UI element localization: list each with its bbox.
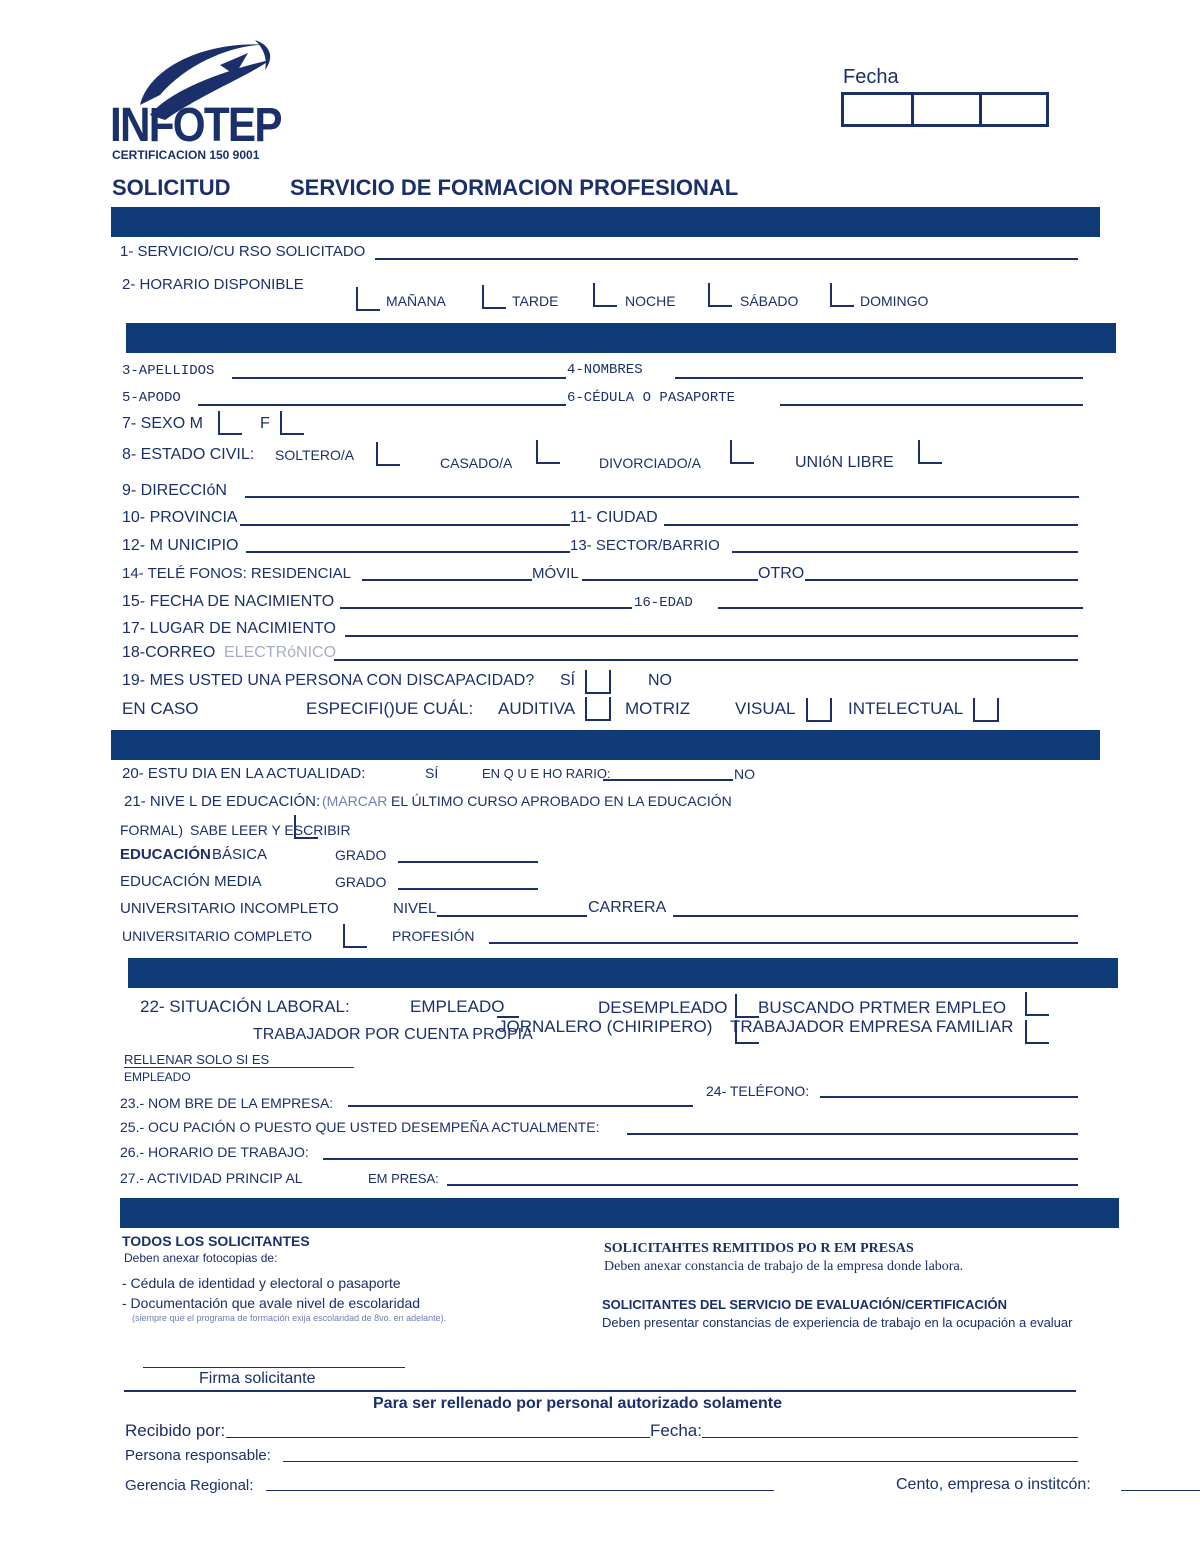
movil-line[interactable] — [582, 579, 758, 581]
actividad-line[interactable] — [447, 1184, 1078, 1186]
grado-basica-line[interactable] — [398, 861, 538, 863]
label-sabado: SÁBADO — [740, 293, 799, 309]
basica-label: EDUCACIÓN — [120, 846, 211, 863]
formal-label: FORMAL) — [120, 822, 183, 838]
sexo-label: 7- SEXO M — [122, 415, 203, 432]
direccion-label: 9- DIRECCIóN — [122, 482, 227, 499]
ciudad-line[interactable] — [664, 524, 1078, 526]
visual-label: VISUAL — [735, 699, 796, 718]
page-title: SERVICIO DE FORMACION PROFESIONAL — [290, 175, 739, 200]
autorizado-label: Para ser rellenado por personal autorizado solamente — [373, 1395, 783, 1412]
section-bar-4 — [128, 958, 1118, 988]
evaluacion-text: Deben presentar constancias de experiencia de trabajo en la ocupación a evaluar — [602, 1315, 1073, 1330]
horario-label: 2- HORARIO DISPONIBLE — [122, 276, 304, 293]
sector-line[interactable] — [732, 551, 1078, 553]
recibido-label: Recibido por: — [125, 1421, 226, 1440]
requirement-note: (siempre que el programa de formación exija escolaridad de 8vo. en adelante). — [132, 1313, 447, 1323]
servicio-label: 1- SERVICIO/CU RSO SOLICITADO — [120, 243, 366, 260]
jornalero-label: JORNALERO (CHIRIPERO) — [498, 1017, 713, 1036]
label-tarde: TARDE — [512, 293, 559, 309]
ocupacion-label: 25.- OCU PACIÓN O PUESTO QUE USTED DESEMPEÑA ACTUALMENTE: — [120, 1119, 600, 1135]
carrera-line[interactable] — [673, 915, 1078, 917]
casado-label: CASADO/A — [440, 455, 513, 471]
checkbox-divorciado[interactable] — [730, 440, 754, 464]
checkbox-sabado[interactable] — [708, 283, 732, 307]
sexo-f-label: F — [260, 415, 270, 432]
apodo-label: 5-APODO — [122, 390, 181, 406]
checkbox-univ-completo[interactable] — [343, 924, 367, 948]
nivel-line[interactable] — [437, 915, 587, 917]
otro-label: OTRO — [758, 565, 805, 582]
grado-basica-label: GRADO — [335, 847, 387, 863]
firma-line[interactable] — [143, 1367, 405, 1368]
horario-trabajo-line[interactable] — [323, 1158, 1078, 1160]
estudia-si-label: SÍ — [425, 765, 439, 781]
edad-line[interactable] — [718, 607, 1083, 609]
checkbox-union[interactable] — [918, 440, 942, 464]
checkbox-buscando[interactable] — [1025, 992, 1049, 1016]
checkbox-tarde[interactable] — [482, 285, 506, 309]
apellidos-label: 3-APELLIDOS — [122, 363, 215, 379]
fecha-box[interactable] — [841, 92, 1049, 127]
logo-text: INFOTEP — [110, 99, 281, 152]
actividad-label: 27.- ACTIVIDAD PRINCIP AL — [120, 1170, 303, 1186]
horario-trabajo-label: 26.- HORARIO DE TRABAJO: — [120, 1144, 309, 1160]
checkbox-manana[interactable] — [356, 287, 380, 311]
motriz-label: MOTRIZ — [625, 699, 691, 718]
gerencia-line[interactable] — [266, 1490, 774, 1491]
fecha-recibido-line[interactable] — [702, 1437, 1078, 1438]
responsable-label: Persona responsable: — [125, 1447, 271, 1464]
basica2-label: BÁSICA — [212, 846, 268, 863]
en-caso-label: EN CASO — [122, 699, 199, 718]
univ-incompleto-label: UNIVERSITARIO INCOMPLETO — [120, 900, 339, 917]
todos-title: TODOS LOS SOLICITANTES — [122, 1233, 310, 1249]
nivel-rest-label: EL ÚLTIMO CURSO APROBADO EN LA EDUCACIÓN — [391, 793, 732, 809]
gerencia-label: Gerencia Regional: — [125, 1477, 254, 1494]
lugar-nacimiento-line[interactable] — [345, 635, 1078, 637]
horario-estudio-line[interactable] — [603, 779, 733, 781]
nombres-line[interactable] — [675, 377, 1083, 379]
fecha-nacimiento-label: 15- FECHA DE NACIMIENTO — [122, 593, 335, 610]
servicio-line[interactable] — [375, 258, 1078, 260]
cuenta-propia-label: TRABAJADOR POR CUENTA PROPIA — [253, 1026, 533, 1043]
fecha-label: Fecha — [843, 66, 899, 88]
univ-completo-label: UNIVERSITARIO COMPLETO — [122, 928, 313, 944]
remitidos-text: Deben anexar constancia de trabajo de la empresa donde labora. — [604, 1259, 964, 1274]
actividad-empresa-label: EM PRESA: — [368, 1171, 439, 1186]
fecha-recibido-label: Fecha: — [650, 1421, 702, 1440]
checkbox-domingo[interactable] — [830, 283, 854, 307]
todos-sub: Deben anexar fotocopias de: — [124, 1251, 278, 1265]
cedula-line[interactable] — [780, 404, 1083, 406]
empleado-label: EMPLEADO — [410, 997, 505, 1016]
telefono-empresa-line[interactable] — [820, 1096, 1078, 1098]
checkbox-desempleado[interactable] — [735, 994, 759, 1018]
checkbox-casado[interactable] — [536, 440, 560, 464]
correo-line[interactable] — [334, 659, 1078, 661]
firma-label: Firma solicitante — [199, 1370, 316, 1387]
checkbox-sexo-m[interactable] — [218, 411, 242, 435]
certification-text: CERTIFICACION 150 9001 — [112, 148, 260, 162]
checkbox-sabe-leer[interactable] — [294, 815, 318, 839]
correo-label: 18-CORREO — [122, 644, 216, 661]
centro-line[interactable] — [1121, 1490, 1200, 1491]
rellenar-label: RELLENAR SOLO SI ES — [124, 1052, 270, 1067]
fecha-nacimiento-line[interactable] — [340, 607, 632, 609]
remitidos-title: SOLICITAHTES REMITIDOS PO R EM PRESAS — [604, 1241, 914, 1256]
discapacidad-no-label: NO — [648, 672, 672, 689]
requirement-item-1: - Cédula de identidad y electoral o pasaporte — [122, 1275, 401, 1291]
rellenar-underline — [124, 1067, 354, 1068]
checkbox-empleado[interactable] — [497, 994, 519, 1018]
section-bar-3 — [111, 730, 1100, 760]
checkbox-sexo-f[interactable] — [280, 411, 304, 435]
especifique-label: ESPECIFI()UE CUÁL: — [306, 699, 474, 718]
telefono-empresa-label: 24- TELÉFONO: — [706, 1083, 810, 1099]
municipio-label: 12- M UNICIPIO — [122, 537, 239, 554]
checkbox-auditiva[interactable] — [585, 697, 611, 721]
buscando-label: BUSCANDO PRTMER EMPLEO — [758, 998, 1007, 1017]
grado-media-label: GRADO — [335, 874, 387, 890]
intelectual-label: INTELECTUAL — [848, 699, 964, 718]
profesion-line[interactable] — [489, 942, 1078, 944]
responsable-line[interactable] — [283, 1461, 1078, 1462]
auditiva-label: AUDITIVA — [498, 699, 576, 718]
apellidos-line[interactable] — [232, 377, 566, 379]
evaluacion-title: SOLICITANTES DEL SERVICIO DE EVALUACIÓN/CERTIFICACIÓN — [602, 1297, 1007, 1312]
profesion-label: PROFESIÓN — [392, 928, 475, 944]
empresa-label: 23.- NOM BRE DE LA EMPRESA: — [120, 1095, 334, 1111]
checkbox-intelectual[interactable] — [973, 698, 999, 722]
nombres-label: 4-NOMBRES — [567, 362, 643, 378]
label-manana: MAÑANA — [386, 293, 446, 309]
provincia-label: 10- PROVINCIA — [122, 509, 238, 526]
estado-civil-label: 8- ESTADO CIVIL: — [122, 446, 255, 463]
soltero-label: SOLTERO/A — [275, 447, 355, 463]
carrera-label: CARRERA — [588, 899, 667, 916]
label-domingo: DOMINGO — [860, 293, 929, 309]
apodo-line[interactable] — [198, 404, 566, 406]
section-bar-1 — [111, 207, 1100, 237]
union-label: UNIóN LIBRE — [795, 454, 894, 471]
nivel-educacion-label: 21- NIVE L DE EDUCACIÓN: — [124, 793, 321, 810]
section-bar-5 — [120, 1198, 1119, 1228]
movil-label: MÓVIL — [532, 565, 579, 582]
centro-label: Cento, empresa o institcón: — [896, 1476, 1091, 1493]
edad-label: 16-EDAD — [634, 595, 693, 611]
media-label: EDUCACIÓN MEDIA — [120, 873, 262, 890]
checkbox-noche[interactable] — [593, 283, 617, 307]
lugar-nacimiento-label: 17- LUGAR DE NACIMIENTO — [122, 620, 336, 637]
provincia-line[interactable] — [240, 524, 570, 526]
en-que-horario-label: EN Q U E HO RARIO: — [482, 766, 611, 781]
checkbox-familiar[interactable] — [1025, 1020, 1049, 1044]
discapacidad-label: 19- MES USTED UNA PERSONA CON DISCAPACIDAD? — [122, 672, 535, 689]
label-noche: NOCHE — [625, 293, 676, 309]
cedula-label: 6-CÉDULA O PASAPORTE — [567, 390, 736, 406]
nivel-faded-label: (MARCAR — [322, 793, 388, 809]
ocupacion-line[interactable] — [627, 1133, 1078, 1135]
telefonos-label: 14- TELÉ FONOS: RESIDENCIAL — [122, 565, 351, 582]
requirement-item-2: - Documentación que avale nivel de escolaridad — [122, 1295, 421, 1311]
nivel-label: NIVEL — [393, 900, 437, 917]
residencial-line[interactable] — [362, 579, 532, 581]
autorizado-line — [124, 1390, 1076, 1392]
otro-line[interactable] — [805, 579, 1078, 581]
direccion-line[interactable] — [245, 496, 1079, 498]
empresa-line[interactable] — [348, 1105, 693, 1107]
checkbox-visual[interactable] — [806, 698, 832, 722]
sabe-leer-label: SABE LEER Y ESCRIBIR — [190, 822, 351, 838]
desempleado-label: DESEMPLEADO — [598, 998, 728, 1017]
checkbox-soltero[interactable] — [376, 442, 400, 466]
correo-faded-label: ELECTRóNICO — [224, 644, 337, 661]
discapacidad-si-label: SÍ — [560, 672, 576, 689]
municipio-line[interactable] — [246, 551, 570, 553]
ciudad-label: 11- CIUDAD — [570, 509, 658, 526]
grado-media-line[interactable] — [398, 888, 538, 890]
checkbox-discapacidad-si[interactable] — [585, 670, 611, 694]
estudia-no-label: NO — [734, 766, 755, 782]
sector-label: 13- SECTOR/BARRIO — [570, 537, 720, 554]
empleado-small-label: EMPLEADO — [124, 1070, 191, 1084]
familiar-label: TRABAJADOR EMPRESA FAMILIAR — [730, 1017, 1014, 1036]
title-solicitud: SOLICITUD — [112, 175, 231, 200]
section-bar-2 — [126, 323, 1116, 353]
estudia-label: 20- ESTU DIA EN LA ACTUALIDAD: — [122, 765, 366, 782]
situacion-label: 22- SITUACIÓN LABORAL: — [140, 997, 350, 1016]
recibido-line[interactable] — [226, 1437, 650, 1438]
divorciado-label: DIVORCIADO/A — [599, 455, 701, 471]
